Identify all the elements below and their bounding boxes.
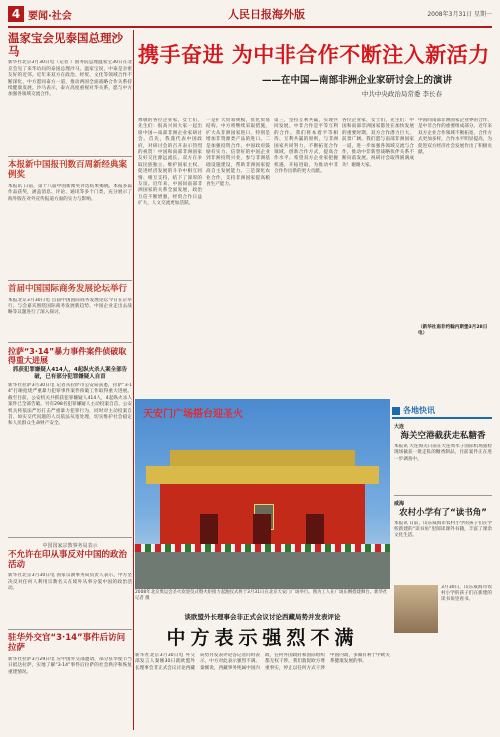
lead-column-1: 尊敬的各位企业家，女士们，先生们：很高兴同大家一起出席中国—南部非洲企业家研讨会。首先，我谨代表中国政府，对研讨会的召开表示热烈的祝贺！中国和南部非洲国家友好交往源远流长。双方在争取民族独立、维护国家主权、促进经济发展的斗争中相互同情、相互支持，结下了深厚的友谊。近年来，中国同南部非洲国家的关系全面发展，政治互信不断增强，经贸合作日益扩大，人文交流更加活跃。 bbox=[138, 118, 202, 207]
news-brief-section-header bbox=[392, 405, 492, 419]
bottom-body: 新华社北京3月30日电 外交部发言人秦刚30日就欧盟外长理事会非正式会议讨论西藏局势并发表评论答记者问时表示，中方对此表示强烈不满。秦刚说，西藏事务纯属中国内政，任何外国政府和国际组织都无权干涉。我们敦促欧方尊重事实，停止以任何方式干涉中国内政，多做有利于中欧关系健康发展的事。 bbox=[135, 653, 390, 671]
article-title[interactable]: 首届中国国际商务发展论坛举行 bbox=[8, 283, 128, 294]
gate-door bbox=[253, 514, 271, 544]
article-body: 新华社北京3月30日电 国家宗教事务局负责人表示，中方坚决反对任何人利用宗教名义在境外从事分裂中国的政治活动。 bbox=[8, 573, 132, 592]
lead-byline: 中共中央政治局常委 李长春 bbox=[361, 90, 442, 99]
brief-body: 本报讯 大连海关日前在大连周水子国际机场旅检现场截获一批走私的糖香制品，目前案件正在进一步调查中。 bbox=[394, 443, 492, 462]
lead-column-3: 第三，坚持互利共赢，实现共同发展。中非合作是平等互利的合作。我们将本着平等相待、互利共赢的原则，与非洲国家共同努力，不断拓宽合作领域，创新合作方式，提高合作水平。希望双方企业家把握机遇，开拓进取，为推动中非合作作出新的更大贡献。 bbox=[274, 118, 338, 175]
lead-column-5-text: 中国同南部非洲国家企业界的合作，是中非合作的重要组成部分。近年来双方企业合作领域不断拓宽，合作方式更加多样，合作水平明显提高，为促进双方经济社会发展作出了积极贡献。 bbox=[418, 118, 492, 156]
gate-door bbox=[200, 514, 218, 544]
bottom-headline[interactable]: 中方表示强烈不满 bbox=[166, 627, 359, 649]
brief-location: 威海 bbox=[394, 500, 405, 507]
article-body: 新华社拉萨3月30日电 记者从拉萨市公安局获悉，拉萨“3·14”打砸抢烧严重暴力犯罪事件案件侦破工作取得重大进展。截至目前，公安机关共抓获犯罪嫌疑人414人，4起纵火杀人案件已全部告破。另有298名犯罪嫌疑人主动投案自首。公安机关将依法严厉打击严重暴力犯罪行为，同时对主动投案自首、如实交代问题的人员依法从宽处理，切实维护社会稳定和人民群众生命财产安全。 bbox=[8, 382, 132, 427]
article-title[interactable]: 本报新中国报刊数百周新经典案例奖 bbox=[8, 160, 128, 181]
article-body: 本报讯 日前，第十八届中国新闻奖评选结果揭晓。本报多篇作品获奖，涵盖消息、评论、通讯等多个门类，充分展示了海外版在对外宣传报道方面的实力与影响。 bbox=[8, 183, 132, 202]
brief-title[interactable]: 农村小学有了“读书角” bbox=[399, 507, 487, 518]
section-name: 要闻·社会 bbox=[28, 11, 72, 22]
tiananmen-photo[interactable] bbox=[135, 399, 390, 589]
lead-column-2: 一是扩大贸易规模，优化贸易结构。中方将继续采取措施，扩大从非洲国家进口，特别是增加非资源类产品的进口。二是加强投资合作。中国政府鼓励有实力、信誉好的中国企业到非洲投资兴业，参与非洲基础设施建设，帮助非洲国家提高自主发展能力。三是深化农业合作，支持非洲国家提高粮食生产能力。 bbox=[206, 118, 270, 188]
photo-title: 天安门广场搭台迎圣火 bbox=[143, 409, 243, 420]
article-body: 新华社拉萨3月29日电 应中国外交部邀请，部分驻华使节当日抵达拉萨，实地了解“3·14”事件后拉萨的社会秩序和恢复重建情况。 bbox=[8, 657, 132, 675]
brief-photo-caption: 3月30日，山东威海市农村小学的孩子们在新建的读书角里看书。 bbox=[441, 584, 492, 603]
article-body: 新华社北京3月30日电（记者 ）国务院总理温家宝30日在北京会见了来华访问的泰国总理沙马。温家宝说，中泰是亲密友好的近邻。近年来双方在政治、经贸、文化等领域合作不断深化，中方愿同泰方一道，推动两国全面战略合作关系持续健康发展。沙马表示，泰方高度重视对华关系，愿与中方加强各领域交流合作。 bbox=[8, 60, 132, 98]
divider bbox=[8, 156, 132, 157]
brief-photo-row bbox=[394, 585, 492, 637]
divider bbox=[8, 280, 132, 281]
divider bbox=[394, 495, 492, 496]
masthead bbox=[8, 4, 492, 28]
children-reading-photo bbox=[394, 585, 438, 633]
lead-subheadline: ——在中国—南部非洲企业家研讨会上的演讲 bbox=[261, 75, 452, 87]
lead-dateline-footer: （新华社南非约翰内斯堡3月28日电） bbox=[418, 325, 488, 336]
page-number: 4 bbox=[8, 6, 24, 22]
issue-date: 2008年3月31日 星期一 bbox=[427, 11, 492, 18]
tiananmen-gate-image bbox=[160, 484, 365, 544]
article-title[interactable]: 驻华外交官“3·14”事件后访问拉萨 bbox=[8, 633, 126, 654]
article-body: 本报北京3月30日电 首届中国国际商务发展论坛今日在京举行。与会嘉宾围绕国际商务发展新趋势、中国企业走出去战略等议题进行了深入探讨。 bbox=[8, 297, 132, 316]
article-title[interactable]: 不允许在印从事反对中国的政治活动 bbox=[8, 549, 128, 570]
gate-roof bbox=[146, 466, 379, 484]
article-title[interactable]: 拉萨“3·14”暴力事件案件侦破取得重大进展 bbox=[8, 346, 127, 365]
gate-door bbox=[306, 514, 324, 544]
article-title[interactable]: 温家宝会见泰国总理沙马 bbox=[8, 31, 123, 58]
bottom-kicker: 谈欧盟外长理事会非正式会议讨论西藏局势并发表评论 bbox=[184, 613, 341, 621]
article-kicker: 中国国家宗教事务局表示 bbox=[42, 542, 98, 549]
left-column bbox=[8, 32, 132, 713]
divider bbox=[8, 537, 132, 538]
article-subtitle: 抓获犯罪嫌疑人414人，4起纵火杀人案全部告破，已有部分犯罪嫌疑人自首 bbox=[12, 366, 128, 380]
lead-headline[interactable]: 携手奋进 为中非合作不断注入新活力 bbox=[138, 43, 490, 67]
brief-body: 本报讯 日前，山东威海市农村小学的孩子们在学校新建的“读书角”里阅读课外书籍，丰富了课余文化生活。 bbox=[394, 520, 492, 539]
column-separator bbox=[133, 30, 134, 730]
square-ground bbox=[135, 552, 390, 589]
photo-caption: 2008年北京奥运会圣火欢迎仪式暨火炬接力起跑仪式将于3月31日在北京天安门广场举行。图为工人在广场东侧搭建舞台。新华社记者 摄 bbox=[135, 590, 388, 601]
brief-title[interactable]: 海关空港截获走私糖香 bbox=[400, 431, 486, 441]
divider bbox=[8, 629, 132, 630]
news-briefs bbox=[394, 423, 492, 637]
lead-column-5 bbox=[418, 118, 492, 336]
divider bbox=[8, 342, 132, 343]
newspaper-logo: 人民日报海外版 bbox=[228, 8, 305, 21]
bottom-article bbox=[135, 612, 390, 737]
brief-location: 大连 bbox=[394, 424, 405, 430]
gate-upper-roof bbox=[170, 450, 355, 466]
flag-row bbox=[135, 544, 390, 552]
section-label: 各地快讯 bbox=[403, 406, 435, 415]
section-square-icon bbox=[392, 407, 400, 415]
lead-column-4: 各位企业家，女士们，先生们：中国和南部非洲国家都处在加快发展的重要时期，双方合作潜力巨大、前景广阔。我们愿与南部非洲国家一道，进一步加强各领域交流与合作，推动中非新型战略伙伴关系不断向前发展。祝研讨会取得圆满成功！谢谢大家。 bbox=[342, 118, 414, 168]
lead-article-header bbox=[138, 44, 492, 98]
